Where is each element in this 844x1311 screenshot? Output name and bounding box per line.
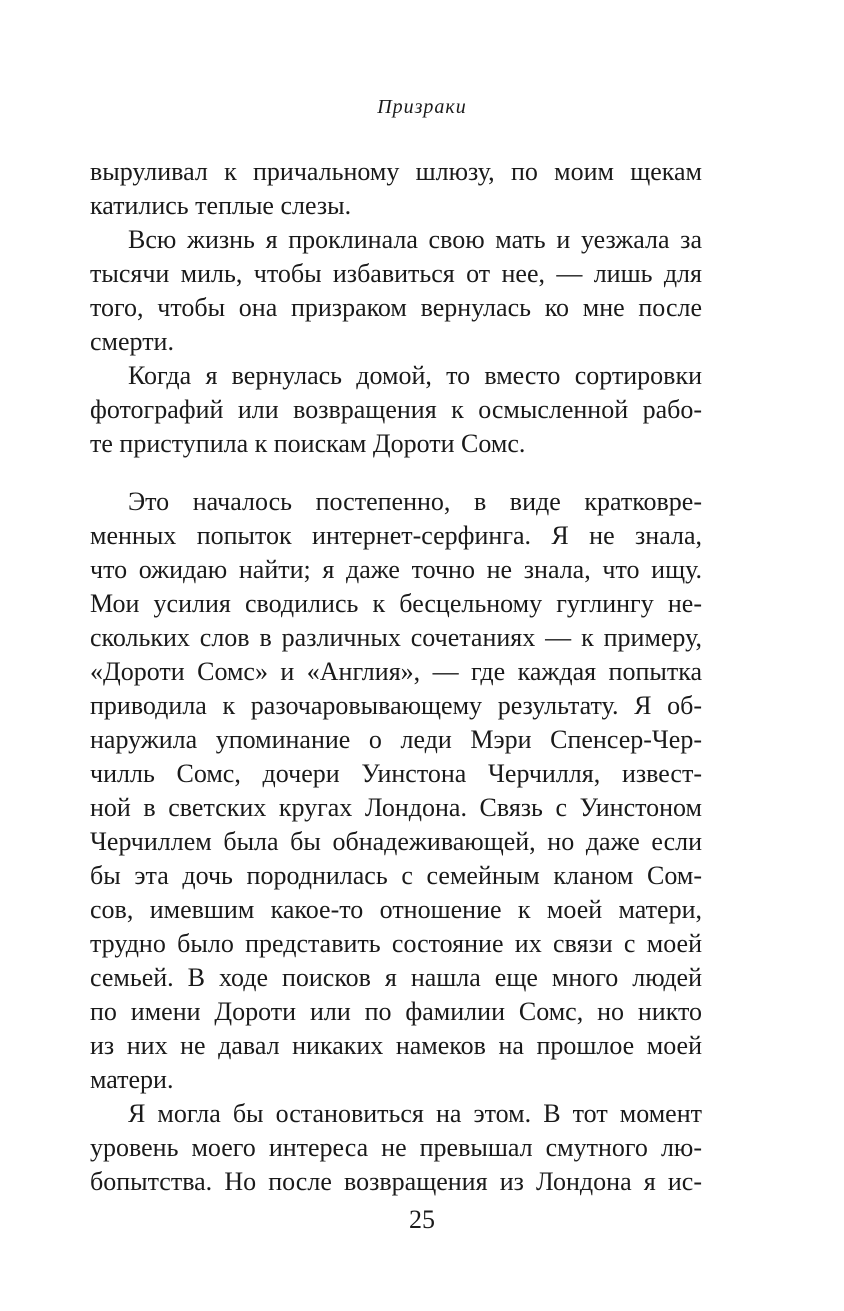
text-line: семьей. В ходе поисков я нашла еще много людей: [90, 963, 702, 992]
text-line: «Дороти Сомс» и «Англия», — где каждая попытка: [90, 657, 702, 686]
text-line: скольких слов в различных сочетаниях — к примеру,: [90, 623, 702, 652]
running-head: Призраки: [377, 96, 467, 118]
text-line: из них не давал никаких намеков на прошлое моей: [90, 1031, 702, 1060]
paragraph-block-top: [90, 155, 702, 461]
text-line: бопытства. Но после возвращения из Лондона я ис-: [90, 1167, 702, 1196]
text-line: матери.: [90, 1065, 174, 1094]
text-line: трудно было представить состояние их связи с моей: [90, 929, 702, 958]
page-number: 25: [409, 1205, 435, 1234]
text-line: катились теплые слезы.: [90, 191, 352, 220]
text-line: ной в светских кругах Лондона. Связь с Уинстоном: [90, 793, 702, 822]
text-line: бы эта дочь породнилась с семейным кланом Сом-: [90, 861, 702, 890]
text-line: менных попыток интернет-серфинга. Я не знала,: [90, 521, 702, 550]
text-line: Это началось постепенно, в виде кратковре-: [128, 487, 702, 516]
text-line: Всю жизнь я проклинала свою мать и уезжала за: [128, 225, 702, 254]
paragraph-block-main: [90, 485, 702, 1199]
text-line: Мои усилия сводились к бесцельному гуглингу не-: [90, 589, 702, 618]
text-line: приводила к разочаровывающему результату. Я об-: [90, 691, 702, 720]
text-line: те приступила к поискам Дороти Сомс.: [90, 429, 526, 458]
text-line: наружила упоминание о леди Мэри Спенсер-Чер-: [90, 725, 702, 754]
text-line: смерти.: [90, 327, 174, 356]
text-line: Когда я вернулась домой, то вместо сортировки: [128, 361, 702, 390]
text-line: уровень моего интереса не превышал смутного лю-: [90, 1133, 702, 1162]
text-line: что ожидаю найти; я даже точно не знала, что ищу.: [90, 555, 702, 584]
text-line: выруливал к причальному шлюзу, по моим щекам: [90, 157, 702, 186]
text-line: по имени Дороти или по фамилии Сомс, но никто: [90, 997, 702, 1026]
text-line: тысячи миль, чтобы избавиться от нее, — лишь для: [90, 259, 702, 288]
text-line: сов, имевшим какое-то отношение к моей матери,: [90, 895, 702, 924]
text-line: Я могла бы остановиться на этом. В тот момент: [128, 1099, 702, 1128]
text-line: того, чтобы она призраком вернулась ко мне после: [90, 293, 702, 322]
text-line: фотографий или возвращения к осмысленной рабо-: [90, 395, 702, 424]
text-line: Черчиллем была бы обнадеживающей, но даже если: [90, 827, 702, 856]
text-line: чилль Сомс, дочери Уинстона Черчилля, извест-: [90, 759, 702, 788]
